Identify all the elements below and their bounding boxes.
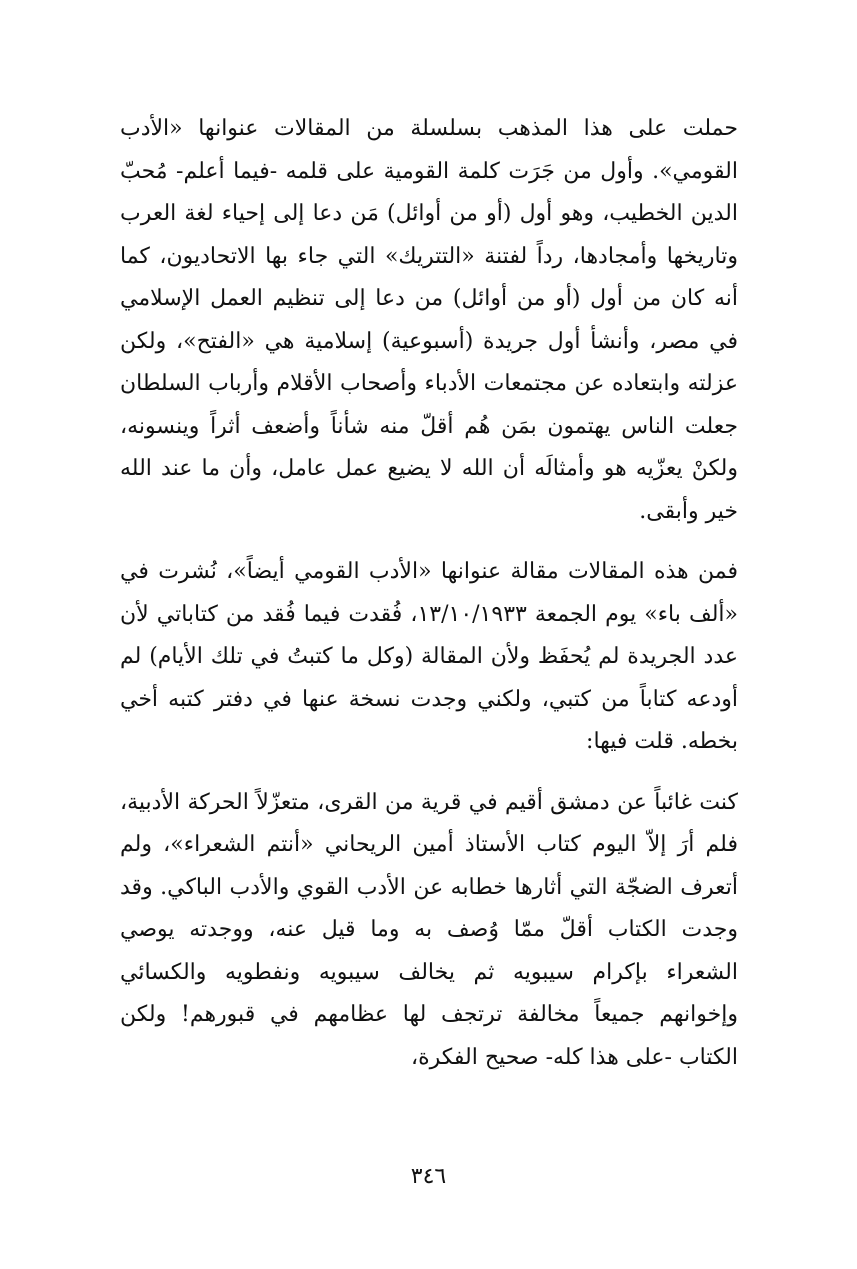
page-number: ٣٤٦ bbox=[410, 1164, 447, 1189]
body-text bbox=[120, 108, 738, 1079]
paragraph-1: حملت على هذا المذهب بسلسلة من المقالات عنوانها «الأدب القومي». وأول من جَرَت كلمة القومية على قلمه -فيما أعلم- مُحبّ الدين الخطيب، وهو أول (أو من أوائل) مَن دعا إلى إحياء لغة العرب وتاريخها وأمجادها، رداً لفتنة «التتريك» التي جاء بها الاتحاديون، كما أنه كان من أول (أو من أوائل) من دعا إلى تنظيم العمل الإسلامي في مصر، وأنشأ أول جريدة (أسبوعية) إسلامية هي «الفتح»، ولكن عزلته وابتعاده عن مجتمعات الأدباء وأصحاب الأقلام وأرباب السلطان جعلت الناس يهتمون بمَن هُم أقلّ منه شأناً وأضعف أثراً وينسونه، ولكنْ يعزّيه هو وأمثالَه أن الله لا يضيع عمل عامل، وأن ما عند الله خير وأبقى. bbox=[120, 116, 738, 524]
paragraph-2: فمن هذه المقالات مقالة عنوانها «الأدب القومي أيضاً»، نُشرت في «ألف باء» يوم الجمعة ١٣/١٠/١٩٣٣، فُقدت فيما فُقد من كتاباتي لأن عدد الجريدة لم يُحفَظ ولأن المقالة (وكل ما كتبتُ في تلك الأيام) لم أودعه كتاباً من كتبي، ولكني وجدت نسخة عنها في دفتر كتبه أخي بخطه. قلت فيها: bbox=[120, 559, 738, 754]
paragraph-3: كنت غائباً عن دمشق أقيم في قرية من القرى، متعزّلاً الحركة الأدبية، فلم أرَ إلاّ اليوم كتاب الأستاذ أمين الريحاني «أنتم الشعراء»، ولم أتعرف الضجّة التي أثارها خطابه عن الأدب القوي والأدب الباكي. وقد وجدت الكتاب أقلّ ممّا وُصف به وما قيل عنه، ووجدته يوصي الشعراء بإكرام سيبويه ثم يخالف سيبويه ونفطويه والكسائي وإخوانهم جميعاً مخالفة ترتجف لها عظامهم في قبورهم! ولكن الكتاب -على هذا كله- صحيح الفكرة، bbox=[120, 789, 738, 1070]
